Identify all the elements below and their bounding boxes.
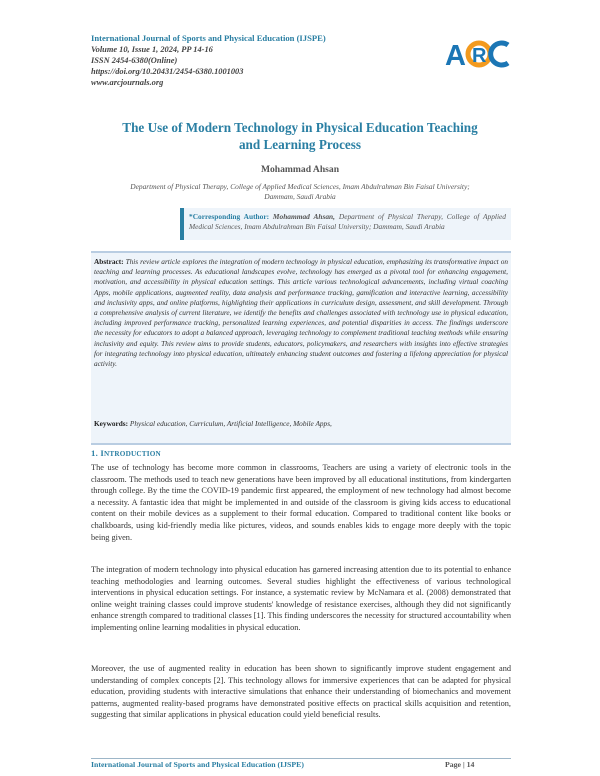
- title-line-2: and Learning Process: [238, 137, 362, 152]
- keywords-line: [94, 419, 508, 429]
- corresponding-label: *Corresponding Author:: [189, 212, 270, 221]
- author-affiliation: Department of Physical Therapy, College of Applied Medical Sciences, Imam Abdulrahman Bin Faisal University; Dammam, Saudi Arabia: [130, 182, 470, 201]
- issn-line: ISSN 2454-6380(Online): [91, 56, 178, 65]
- svg-text:A: A: [445, 40, 466, 72]
- section-heading-introduction: [91, 448, 161, 458]
- footer-page-number: Page | 14: [445, 760, 475, 769]
- body-paragraph: The use of technology has become more common in classrooms, Teachers are using a variety of electronic tools in the classroom. The methods used to teach new generations have been improved by all educational institutions, from kindergarten through college. By the time the COVID-19 pandemic first appeared, the employment of new technology had almost become a necessity. A fantastic idea that might be implemented in and outside of the classroom is giving kids access to educational content on their mobile devices as a supplement to their formal education. Compared to traditional content like books or chalkboards, using kid-friendly media like pictures, videos, and sounds enables kids to engage more deeply with the topic being given.: [91, 463, 511, 542]
- section-title-initial: I: [100, 448, 105, 458]
- corresponding-author-box: [180, 208, 511, 240]
- corresponding-name: Mohammad Ahsan,: [272, 212, 336, 221]
- footer-journal-name: International Journal of Sports and Physical Education (IJSPE): [91, 760, 304, 769]
- abstract-text: This review article explores the integration of modern technology in physical education, emphasizing its transformative impact on teaching and learning processes. As educational landscapes evolve, technology has emerged as a pivotal tool for enhancing engagement, motivation, and accessibility in physical education settings. This article various technological advancements, including virtual coaching Apps, mobile applications, augmented reality, data analysis and performance tracking, gamification and interactive learning, accessibility and inclusivity apps, and online platforms, highlighting their applications in curriculum design, assessment, and skill development. Through a comprehensive analysis of current literature, we identify the benefits and challenges associated with technology use in physical education, including improved performance tracking, personalized learning experiences, and potential disparities in access. The findings underscore the necessity for educators to adopt a balanced approach, leveraging technology to complement traditional teaching methods while ensuring inclusivity and equity. This review aims to provide students, educators, policymakers, and researchers with insights into effective strategies for integrating technology into physical education, ultimately enhancing student outcomes and fostering a lifelong appreciation for physical activity.: [94, 257, 508, 369]
- section-number: 1.: [91, 448, 98, 458]
- journal-header: [91, 32, 391, 88]
- doi-link[interactable]: https://doi.org/10.20431/2454-6380.1001003: [91, 67, 244, 76]
- body-paragraph: The integration of modern technology into physical education has garnered increasing attention due to its potential to enhance teaching methodologies and learning outcomes. Several studies highlight the effectiveness of various technological interventions in physical education settings. For instance, a systematic review by McNamara et al. (2008) demonstrated that online weight training classes could improve students' knowledge of resistance exercises, although they did not significantly enhance strength compared to traditional classes [1]. This finding underscores the necessity for structured accountability when implementing online learning modalities in physical education.: [91, 565, 511, 632]
- title-line-1: The Use of Modern Technology in Physical Education Teaching: [122, 120, 478, 135]
- arc-logo: [444, 34, 510, 72]
- body-paragraph: Moreover, the use of augmented reality in education has been shown to significantly improve student engagement and understanding of complex concepts [2]. This technology allows for immersive experiences that can be adapted for physical education, providing students with interactive simulations that enhance their understanding of biomechanics and movement patterns, augmented reality-based programs have demonstrated positive effects on practical skills acquisition and retention, suggesting that similar applications in physical education could yield beneficial results.: [91, 664, 511, 720]
- section-title-rest: NTRODUCTION: [104, 450, 161, 458]
- journal-name: International Journal of Sports and Physical Education (IJSPE): [91, 33, 326, 43]
- abstract-label: Abstract:: [94, 257, 124, 266]
- svg-text:R: R: [472, 45, 487, 67]
- abstract-box: [91, 251, 511, 445]
- volume-line: Volume 10, Issue 1, 2024, PP 14-16: [91, 45, 213, 54]
- website-link[interactable]: www.arcjournals.org: [91, 78, 164, 87]
- corresponding-details: Department of Physical Therapy, College of Applied Medical Sciences, Imam Abdulrahman Bin Faisal University; Dammam, Saudi Arabia: [189, 212, 507, 231]
- keywords-label: Keywords:: [94, 418, 129, 428]
- keywords-text: Physical education, Curriculum, Artificial Intelligence, Mobile Apps,: [129, 418, 332, 428]
- footer-divider: [91, 758, 511, 759]
- section-title: [100, 448, 161, 458]
- author-name: Mohammad Ahsan: [260, 164, 340, 175]
- article-title: [60, 119, 540, 153]
